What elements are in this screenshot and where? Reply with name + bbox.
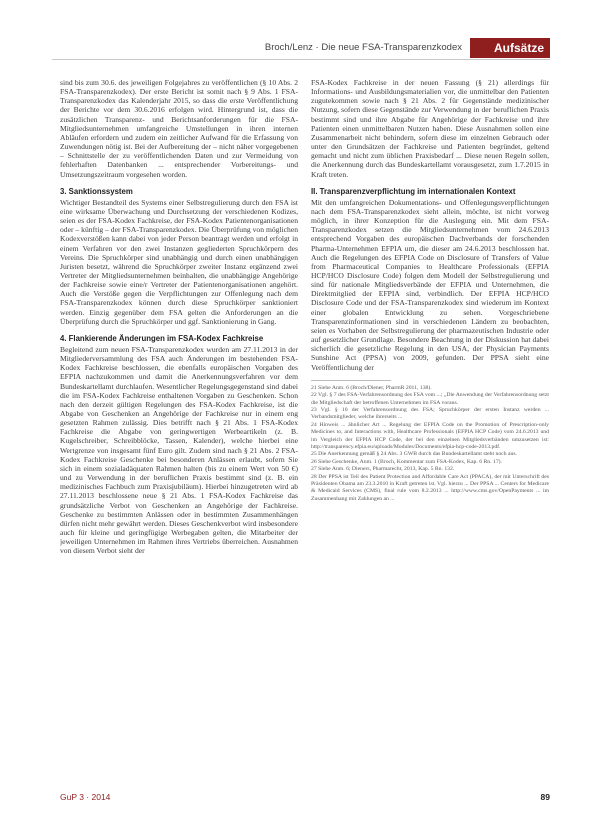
section-ii-heading: II. Transparenzverpflichtung im internationalen Kontext xyxy=(311,186,516,196)
journal-issue: GuP 3 · 2014 xyxy=(60,792,111,802)
section-badge: Aufsätze xyxy=(470,38,550,58)
section-ii-paragraph: Mit den umfangreichen Dokumentations- und Offenlegungsverpflichtungen nach dem FSA-Transparenzkodex sieht allein, möchte, ist nicht vorweg möglich, in ihrer Konzeption für die Auslegung ein. Mit dem FSA-Transparenzkodex setzen die Mitgliedsunternehmen vom 24.6.2013 entsprechend Vorgaben des europäischen Dachverbands der forschenden Pharma-Unternehmen EFPIA um, die dieser am 24.6.2013 beschlossen hat. Auch die Regelungen des EFPIA Code on Disclosure of Transfers of Value from Pharmaceutical Companies to Healthcare Professionals (EFPIA HCP/HCO Disclosure Code) folgen dem Modell der Selbstregulierung und sind für nationale Mitgliedsverbände der EFPIA und Unternehmen, die Direktmitglied der EFPIA sind, verbindlich. Der EFPIA HCP/HCO Disclosure Code und der FSA-Transparenzkodex sind wiederum im Kontext einer globalen Entwicklung zu sehen. Vorgeschriebene Transparenzinformationen sind in verschiedenen Ländern zu beobachten, seien es Vorhaben der Selbstregulierung der pharmazeutischen Industrie oder auf gesetzlicher Grundlage. Besondere Beachtung in der Diskussion hat dabei sicherlich die gesetzliche Regelung in den USA, der Physician Payments Sunshine Act (PPSA) von 2009, gefunden. Der PPSA sieht eine Veröffentlichung der xyxy=(311,197,549,372)
footnote-divider xyxy=(311,380,391,381)
running-header-title: Broch/Lenz · Die neue FSA-Transparenzkodex xyxy=(264,42,462,53)
right-intro-paragraph: FSA-Kodex Fachkreise in der neuen Fassung (§ 21) allerdings für Informations- und Ausbildungsmaterialien vor, die unmittelbar den Patienten zugutekommen sowie nach § 21 Abs. 2 für Gegenstände medizinischer Nutzung, sofern diese Gegenstände zur Verwendung in der beruflichen Praxis bestimmt sind und ihre Abgabe für Angehörige der Fachkreise und ihre Patienten einen unmittelbaren Nutzen haben. Diese Ausnahmen sollen eine Zusammenarbeit nicht behindern, sofern diese im einzelnen Gebrauch oder unter den Grundsätzen der Fachkreise und Patienten begründet, geltend gemacht und nicht zum üblichen Praxisbedarf ... Diese neuen Regeln sollen, die Anerkennung durch das Bundeskartellamt vorausgesetzt, zum 1.7.2015 in Kraft treten. xyxy=(311,78,549,179)
footnotes xyxy=(311,385,549,504)
footnote: 21 Siehe Anm. 6 (Broch/Diener, PharmR 2011, 138). xyxy=(311,384,432,391)
footnote: 22 Vgl. § 7 des FSA-Verfahrensordnung des FSA vom ...; „Die Anwendung der Verfahrensordnung setzt die Mitgliedschaft der betroffenen Unternehmen im FSA voraus. xyxy=(311,392,549,406)
section-3-paragraph: Wichtiger Bestandteil des Systems einer Selbstregulierung durch den FSA ist eine wirksame Überwachung und Durchsetzung der verschiedenen Kodizes, seien es der FSA-Kodex Fachkreise, der FSA-Kodex Patientenorganisationen oder – künftig – der FSA-Transparenzkodex. Die Überprüfung von möglichen Kodexverstößen kann dabei von jeder Person beantragt werden und erfolgt in einem Verfahren vor den zwei Instanzen gegliederten Spruchkörpern des Vereins. Die Spruchkörper sind unabhängig und durch einen unabhängigen Juristen besetzt, während die Spruchkörper zweiter Instanz ergänzend zwei Vertreter der Mitgliedsunternehmen beinhalten, die unabhängige Angehörige der Fachkreise sowie eine/r Vertreter der Patientenorganisationen angehört. Auch die Verstöße gegen die Verpflichtungen zur Offenlegung nach dem FSA-Transparenzkodex können durch diese Spruchkörper sanktioniert werden. Einzig gegenüber dem FSA gelten die Anforderungen an die Überprüfung durch die Spruchkörper und ggf. Sanktionierung in Gang. xyxy=(60,197,298,326)
right-column xyxy=(311,78,549,772)
footnote: 26 Siehe Geschenke, Anm. 1 (Broch, Kommentar zum FSA-Kodex, Kap. 6 Rn. 17). xyxy=(311,458,502,465)
section-4-paragraph: Begleitend zum neuen FSA-Transparenzkodex wurden am 27.11.2013 in der Mitgliederversammlung des FSA auch Änderungen im bestehenden FSA-Kodex Fachkreise beschlossen, die ebenfalls europäischen Vorgaben des EFPIA nachzukommen und damit die Anerkennungsverfahren vor dem Bundeskartellamt durchlaufen. Wesentlicher Regelungsgegenstand sind dabei die im FSA-Kodex Fachkreise enthaltenen Vorgaben zu Geschenken. Schon nach den derzeit gültigen Regelungen des FSA-Kodex Fachkreise, ist die Abgabe von Geschenken an Angehörige der Fachkreise nur in einem eng gesetzten Rahmen zulässig. Dies betrifft nach § 21 Abs. 1 FSA-Kodex Fachkreise die Abgabe von geringwertigen Werbeartikeln (z. B. Kugelschreiber, Schreibblöcke, Tassen, Kalender), welche hierbei eine Wertgrenze von insgesamt fünf Euro gilt. Zudem sind nach § 21 Abs. 2 FSA-Kodex Fachkreise Geschenke bei besonderen Anlässen erlaubt, sofern Sie sich in einem sozialadäquaten Rahmen halten (bis zu einem Wert von 50 €) und zu Verwendung in der beruflichen Praxis bestimmt sind (z. B. ein medizinisches Fachbuch zum Praxisjubiläum). Hierbei hinzugetreten wird ab 27.11.2013 beschlossene neue § 21 Abs. 1 FSA-Kodex Fachkreise das grundsätzliche Verbot von Geschenken an Angehörige der Fachkreise. Geschenke zu bestimmten Anlässen oder in bestimmten Zusammenhängen dürfen nicht mehr gewährt werden. Dieses Geschenkverbot wird insbesondere auch für kleine und geringfügige Werbegaben gelten, die Mitarbeiter der jeweiligen Unternehmen im Rahmen ihres Vertriebs überreichen. Ausnahmen von diesem Verbot sieht der xyxy=(60,344,298,556)
section-4-heading: 4. Flankierende Änderungen im FSA-Kodex Fachkreise xyxy=(60,333,264,343)
footnote: 24 Hinweis ... ähnlicher Art ... Regelung der EFPIA Code on the Promotion of Prescription-only Medicines to, and Interactions with, Healthcare Professionals (EFPIA HCP Code) vom 24.6.2013 und im Vergleich der EFPIA HCP Code, der bei den einzelnen Mitgliedsverbänden umzusetzen ist: http://transparency.efpia.eu/uploads/Modules/Documents/efpia-hcp-code-2013.pdf. xyxy=(311,421,549,450)
footnote: 27 Siehe Anm. 6; Dieners, Pharmarecht, 2013, Kap. 5 Rn. 132. xyxy=(311,466,455,473)
left-column xyxy=(60,78,298,772)
footnote: 23 Vgl. § 10 der Verfahrensordnung des FSA; Spruchkörper der ersten Instanz werden ... Verbandsmitglieder, welche ihrerseits ... xyxy=(311,406,549,421)
footnote: 28 Der PPSA ist Teil des Patient Protection and Affordable Care Act (PPACA), der mit Unterschrift des Präsidenten Obama am 23.3.2010 in Kraft getreten ist. Vgl. hierzu ... Der PPSA ... Centers for Medicare & Medicaid Services (CMS), final rule vom 8.2.2013 ... http://www.cms.gov/OpenPayments ... im Zusammenhang mit Zahlungen an ... xyxy=(311,473,549,502)
left-intro-paragraph: sind bis zum 30.6. des jeweiligen Folgejahres zu veröffentlichen (§ 10 Abs. 2 FSA-Transparenzkodex). Der erste Bericht ist somit nach § 9 Abs. 1 FSA-Transparenzkodex das Kalenderjahr 2015, so dass die erste Veröffentlichung der Berichte vor dem 30.6.2016 erfolgen wird. Hintergrund ist, dass die zusätzlichen Transparenz- und Berichtsanforderungen für die FSA-Mitgliedsunternehmen umfangreiche Umstellungen in ihren internen Abläufen erfordern und zudem ein zeitlicher Aufwand für die Erfassung von Zuwendungen nötig ist. Bei der Aufbereitung der – nicht näher vorgegebenen – Schnittstelle der zu veröffentlichenden Daten und zur Vermeidung von fehlerhaften Datenbanken ... entsprechender Vorbereitungs- und Umsetzungszeitraum vorgesehen worden. xyxy=(60,78,298,179)
page-footer xyxy=(60,792,550,804)
running-header xyxy=(52,38,550,58)
page-number: 89 xyxy=(540,792,550,802)
header-divider xyxy=(52,59,550,60)
section-3-heading: 3. Sanktionssystem xyxy=(60,186,133,196)
footnote: 25 Die Anerkennung gemäß § 24 Abs. 3 GWB durch das Bundeskartellamt steht noch aus. xyxy=(311,451,517,458)
